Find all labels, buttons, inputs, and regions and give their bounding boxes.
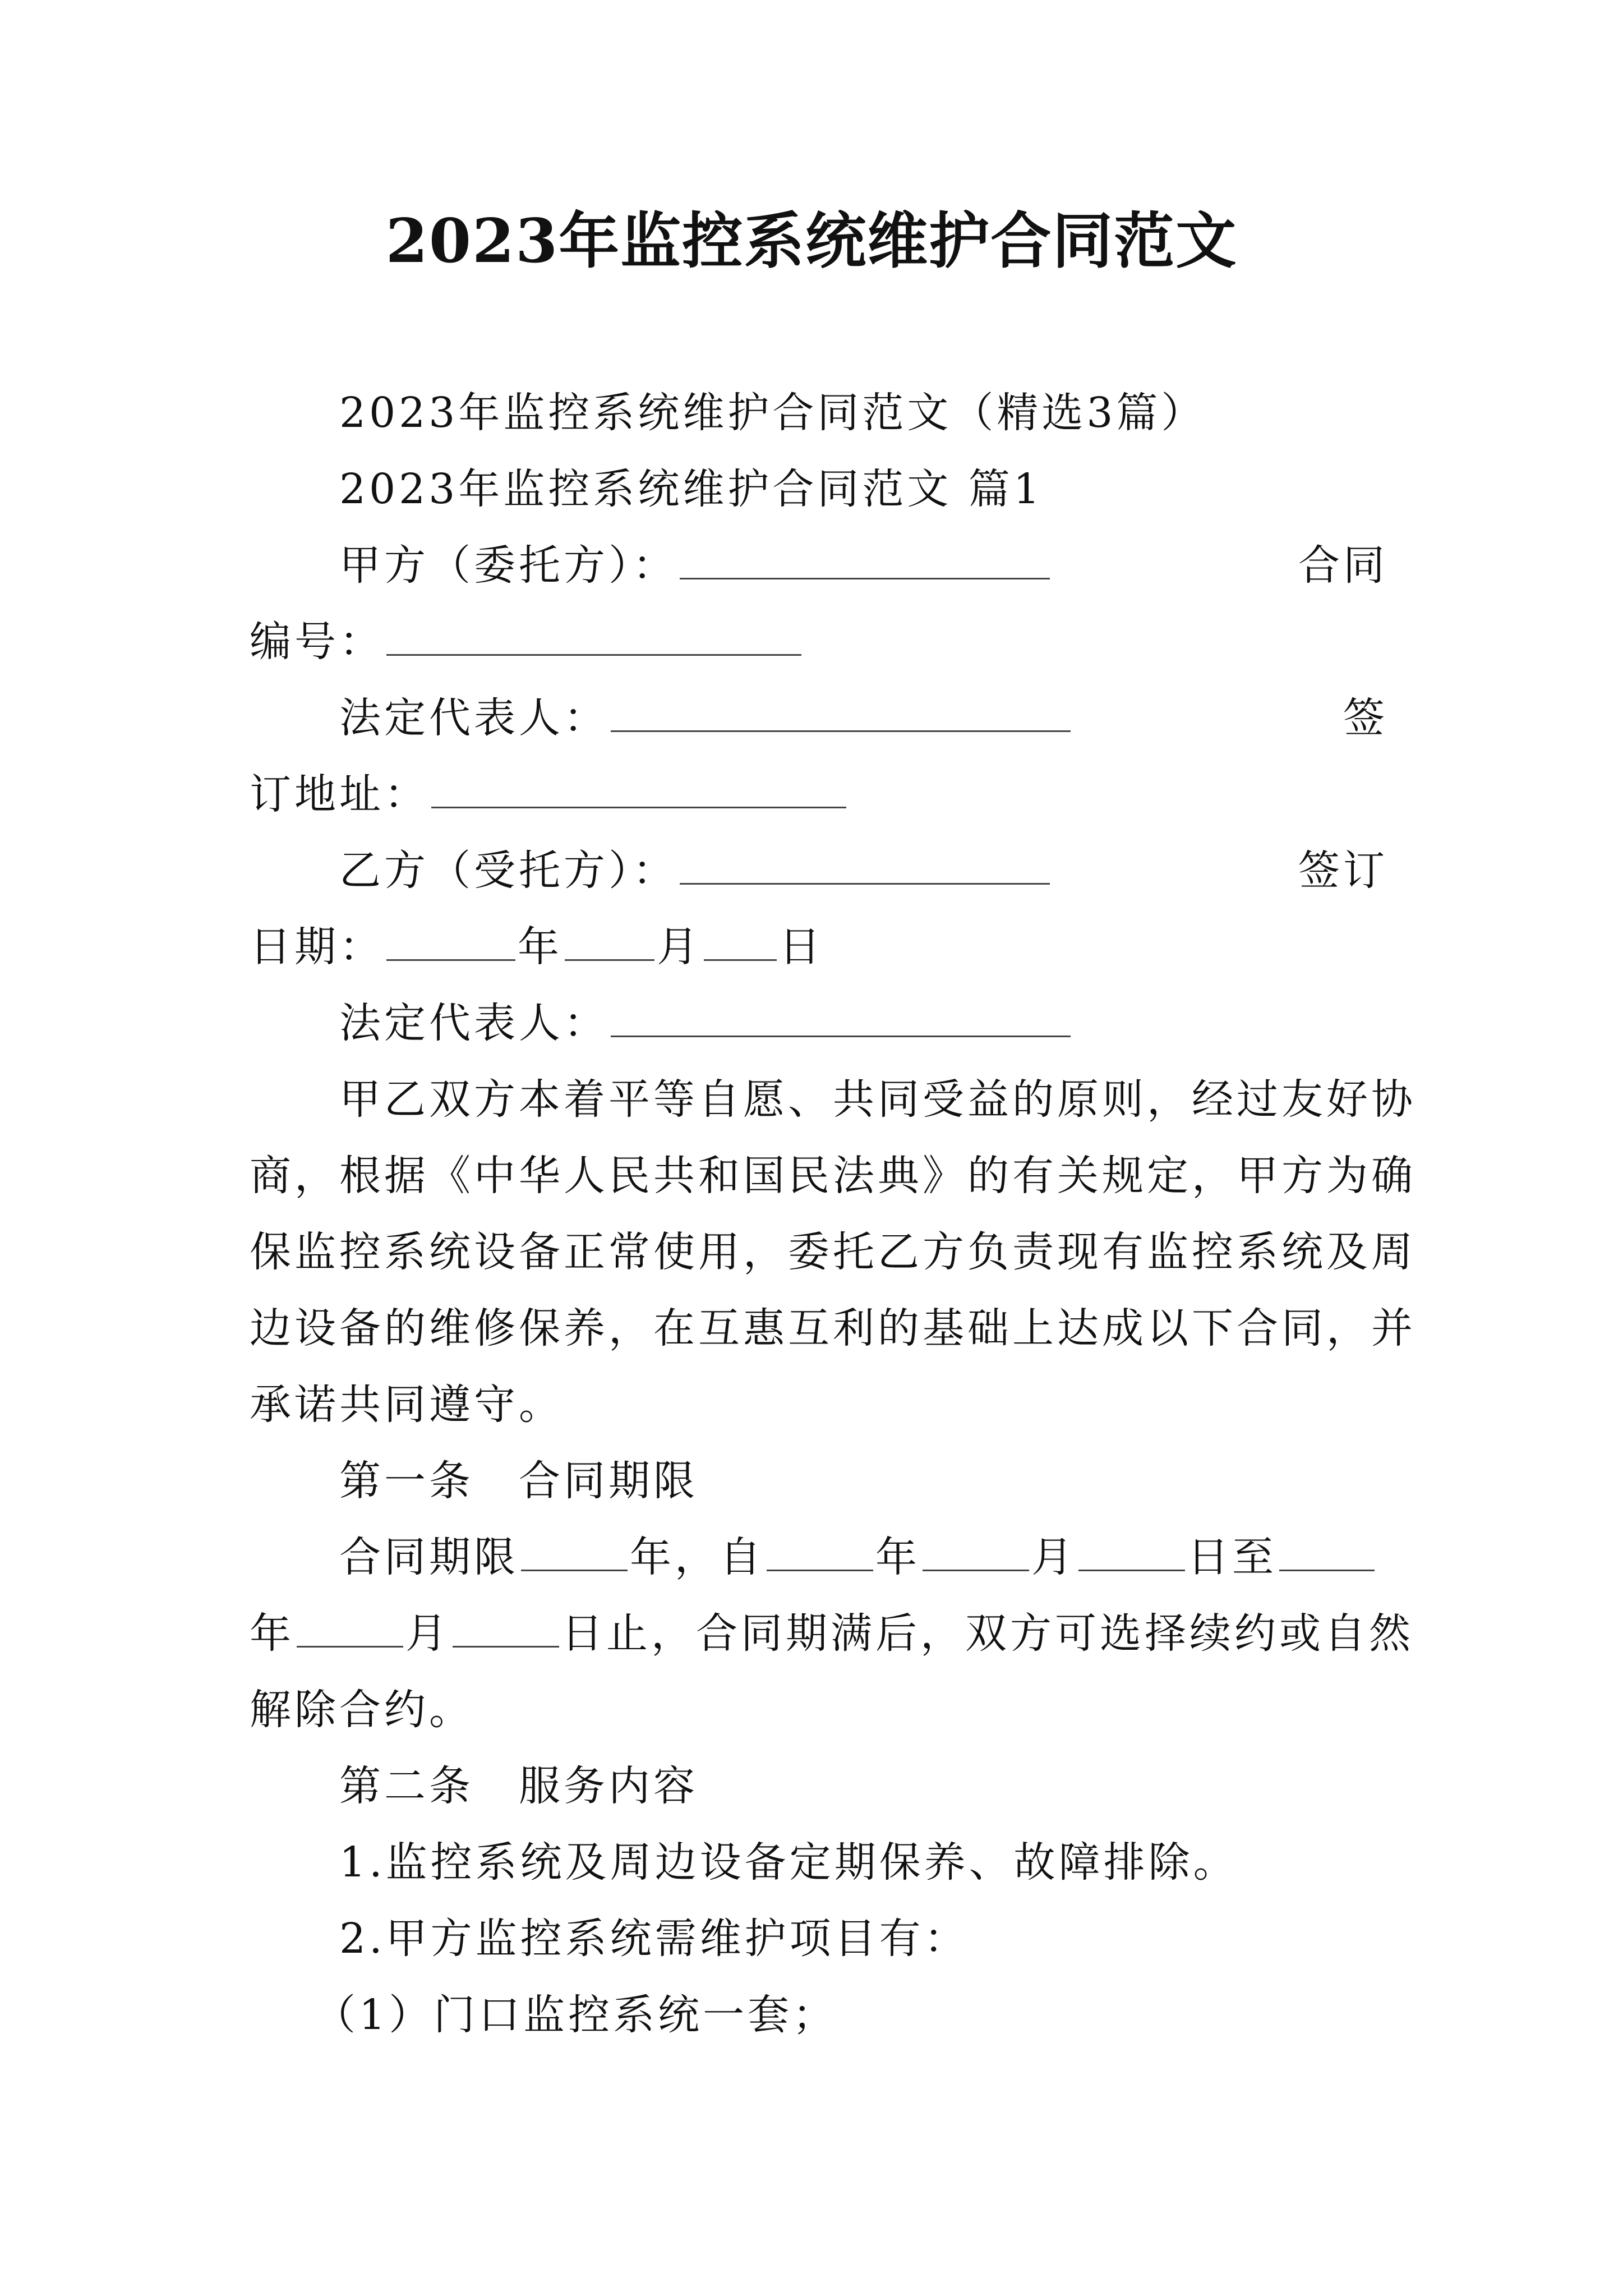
section-heading: 2023年监控系统维护合同范文 篇1: [339, 465, 1043, 513]
term-text-3: 年: [875, 1533, 920, 1581]
party-a-blank[interactable]: [680, 539, 1050, 579]
service-item-2: 2.甲方监控系统需维护项目有：: [339, 1915, 969, 1963]
legal-rep-line-2: [250, 985, 1388, 1061]
sign-date-line: [250, 909, 1388, 985]
contract-no-label-b: 编号：: [250, 618, 384, 666]
term-text-8: 日止，合同期满后，双方可选择续约或自然: [561, 1609, 1414, 1658]
term-years-blank[interactable]: [521, 1530, 628, 1571]
sign-day-blank[interactable]: [704, 920, 777, 961]
legal-rep-line: [250, 680, 1388, 756]
party-b-label: 乙方（受托方）：: [339, 846, 677, 895]
start-month-blank[interactable]: [923, 1530, 1029, 1571]
contract-no-line: [250, 604, 1388, 680]
legal-rep-blank[interactable]: [611, 691, 1071, 732]
start-day-blank[interactable]: [1078, 1530, 1185, 1571]
para1-line-1: 甲乙双方本着平等自愿、共同受益的原则，经过友好协: [339, 1075, 1416, 1124]
day-label: 日: [779, 923, 824, 971]
legal-rep-label-2: 法定代表人：: [339, 999, 608, 1047]
term-text-1: 合同期限: [339, 1533, 519, 1581]
sign-addr-label-a: 签: [1343, 694, 1388, 742]
term-line-2: [250, 1595, 1414, 1672]
sign-addr-blank[interactable]: [431, 767, 846, 808]
service-item-1: 1.监控系统及周边设备定期保养、故障排除。: [339, 1838, 1238, 1887]
sign-date-label-b: 日期：: [250, 923, 384, 971]
term-text-7: 月: [405, 1609, 450, 1658]
article1-title: 第一条 合同期限: [339, 1457, 698, 1505]
document-title: 2023年监控系统维护合同范文: [385, 206, 1238, 277]
sign-date-label-a: 签订: [1298, 846, 1388, 895]
term-text-6: 年: [250, 1609, 294, 1658]
para1-line-3: 保监控系统设备正常使用，委托乙方负责现有监控系统及周: [250, 1228, 1416, 1276]
end-month-blank[interactable]: [297, 1607, 403, 1648]
contract-no-blank[interactable]: [386, 615, 801, 656]
subtitle: 2023年监控系统维护合同范文（精选3篇）: [339, 389, 1206, 437]
legal-rep-blank-2[interactable]: [611, 996, 1071, 1037]
party-b-blank[interactable]: [680, 844, 1050, 885]
sign-addr-label-b: 订地址：: [250, 770, 429, 818]
para1-line-4: 边设备的维修保养，在互惠互利的基础上达成以下合同，并: [250, 1304, 1416, 1352]
sign-month-blank[interactable]: [565, 920, 654, 961]
party-a-line: [250, 527, 1388, 604]
end-year-blank[interactable]: [1279, 1530, 1375, 1571]
sign-addr-line: [250, 756, 1388, 832]
year-label: 年: [518, 923, 562, 971]
article2-title: 第二条 服务内容: [339, 1762, 698, 1810]
term-text-2: 年，自: [630, 1533, 764, 1581]
term-line-3: 解除合约。: [250, 1686, 474, 1734]
service-item-3: （1）门口监控系统一套；: [314, 1991, 838, 2039]
contract-no-label-a: 合同: [1298, 541, 1388, 590]
party-a-label: 甲方（委托方）：: [339, 541, 677, 590]
end-day-blank[interactable]: [453, 1607, 559, 1648]
term-text-5: 日至: [1187, 1533, 1277, 1581]
month-label: 月: [657, 923, 702, 971]
para1-line-5: 承诺共同遵守。: [250, 1381, 564, 1429]
legal-rep-label: 法定代表人：: [339, 694, 608, 742]
term-line-1: [250, 1519, 1388, 1595]
para1-line-2: 商，根据《中华人民共和国民法典》的有关规定，甲方为确: [250, 1152, 1416, 1200]
term-text-4: 月: [1031, 1533, 1076, 1581]
start-year-blank[interactable]: [767, 1530, 873, 1571]
sign-year-blank[interactable]: [386, 920, 515, 961]
party-b-line: [250, 832, 1388, 909]
